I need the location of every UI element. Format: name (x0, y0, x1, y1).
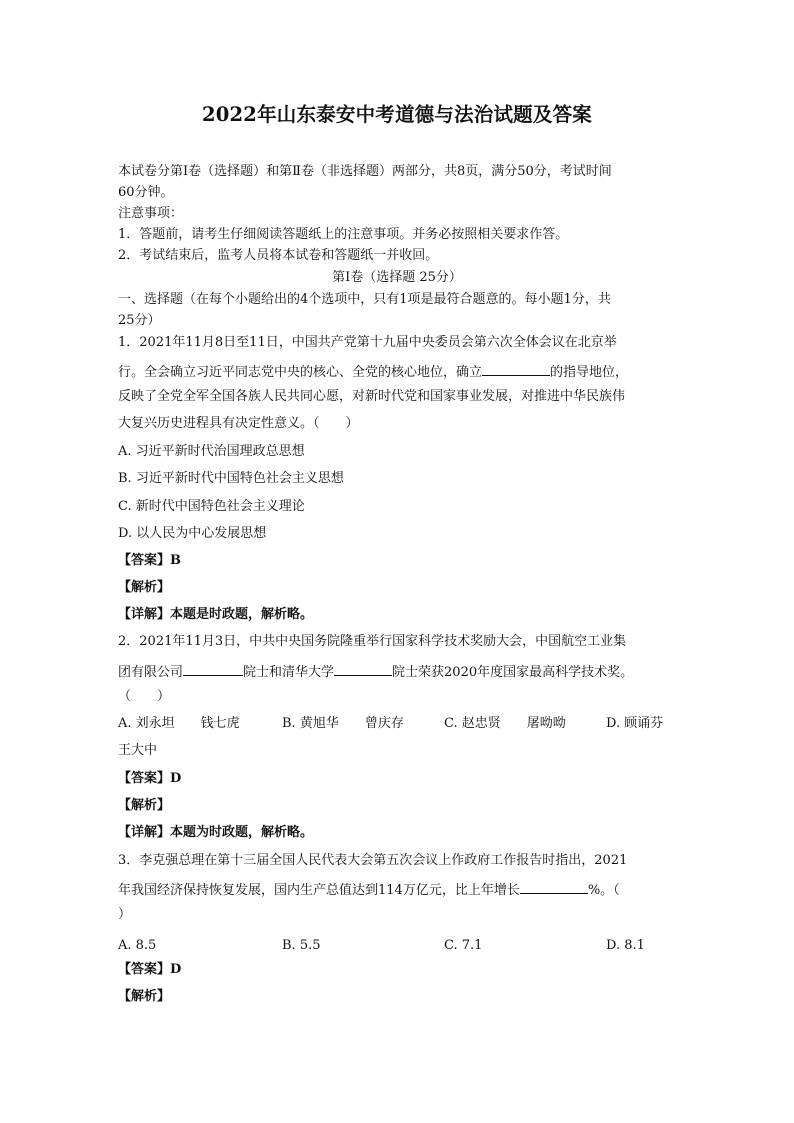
section-desc-line-2: 25分） (118, 313, 161, 328)
q3-option-c: C. 7.1 (444, 938, 483, 953)
q2-option-a: A. 刘永坦 钱七虎 (118, 716, 240, 731)
q1-line-4: 大复兴历史进程具有决定性意义。（ ） (118, 416, 359, 431)
q2-line-2-text-c: 院士荣获2020年度国家最高科学技术奖。 (392, 665, 634, 680)
q2-option-wrap: 王大中 (118, 743, 158, 758)
q1-line-2-text-b: 的指导地位， (550, 365, 629, 380)
q1-option-b: B. 习近平新时代中国特色社会主义思想 (118, 471, 344, 486)
q1-line-3: 反映了全党全军全国各族人民共同心愿，对新时代党和国家事业发展，对推进中华民族伟 (118, 389, 626, 404)
notes-heading: 注意事项： (118, 206, 184, 221)
q3-line-3: ） (118, 907, 132, 922)
q2-line-1: 2．2021年11月3日，中共中央国务院隆重举行国家科学技术奖励大会，中国航空工业集 (118, 634, 627, 649)
q3-line-2-text-a: 年我国经济保持恢复发展，国内生产总值达到114万亿元，比上年增长 (118, 883, 520, 898)
note-1: 1．答题前，请考生仔细阅读答题纸上的注意事项。并务必按照相关要求作答。 (118, 227, 569, 242)
q3-option-a: A. 8.5 (118, 938, 157, 953)
q3-line-1: 3．李克强总理在第十三届全国人民代表大会第五次会议上作政府工作报告时指出，2021 (118, 853, 628, 868)
q1-detail (118, 607, 313, 623)
q2-option-c: C. 赵忠贤 屠呦呦 (444, 716, 566, 731)
q2-detail-text: 【详解】本题为时政题，解析略。 (118, 825, 314, 840)
q2-line-3: （ ） (118, 689, 171, 704)
q2-answer: 【答案】D (118, 771, 182, 786)
page-title: 2022年山东泰安中考道德与法治试题及答案 (202, 103, 592, 126)
note-2: 2．考试结束后，监考人员将本试卷和答题纸一并收回。 (118, 248, 439, 263)
answer-blank (520, 880, 588, 894)
section-title: 第Ⅰ卷（选择题 25分） (332, 270, 462, 285)
answer-blank (334, 662, 392, 676)
intro-line-2: 60分钟。 (118, 185, 174, 200)
q1-line-1: 1．2021年11月8日至11日，中国共产党第十九届中央委员会第六次全体会议在北京举 (118, 335, 617, 350)
q1-option-a: A. 习近平新时代治国理政总思想 (118, 444, 305, 459)
q2-detail (118, 825, 313, 841)
q1-option-c: C. 新时代中国特色社会主义理论 (118, 499, 305, 514)
q2-analysis: 【解析】 (118, 798, 171, 813)
q2-line-2 (118, 662, 633, 681)
answer-blank (183, 662, 243, 676)
q3-analysis: 【解析】 (118, 989, 171, 1004)
q3-line-2 (118, 880, 620, 899)
q1-analysis: 【解析】 (118, 580, 171, 595)
q1-option-d: D. 以人民为中心发展思想 (118, 526, 267, 541)
q1-line-2 (118, 362, 628, 381)
q3-answer: 【答案】D (118, 962, 182, 977)
section-desc-line-1: 一、选择题（在每个小题给出的4个选项中，只有1项是最符合题意的。每小题1分，共 (118, 292, 611, 307)
q2-line-2-text-b: 院士和清华大学 (243, 665, 335, 680)
q3-line-2-text-b: %。（ (587, 883, 620, 898)
answer-blank (482, 362, 550, 376)
q3-option-d: D. 8.1 (606, 938, 645, 953)
q3-option-b: B. 5.5 (282, 938, 321, 953)
q2-line-2-text-a: 团有限公司 (118, 665, 184, 680)
q1-line-2-text-a: 行。全会确立习近平同志党中央的核心、全党的核心地位，确立 (118, 365, 483, 380)
q2-option-b: B. 黄旭华 曾庆存 (282, 716, 404, 731)
intro-line-1: 本试卷分第Ⅰ卷（选择题）和第Ⅱ卷（非选择题）两部分，共8页，满分50分，考试时间 (118, 164, 612, 179)
q2-option-d: D. 顾诵芬 (606, 716, 664, 731)
q1-answer: 【答案】B (118, 553, 181, 568)
q1-detail-text: 【详解】本题是时政题，解析略。 (118, 607, 314, 622)
